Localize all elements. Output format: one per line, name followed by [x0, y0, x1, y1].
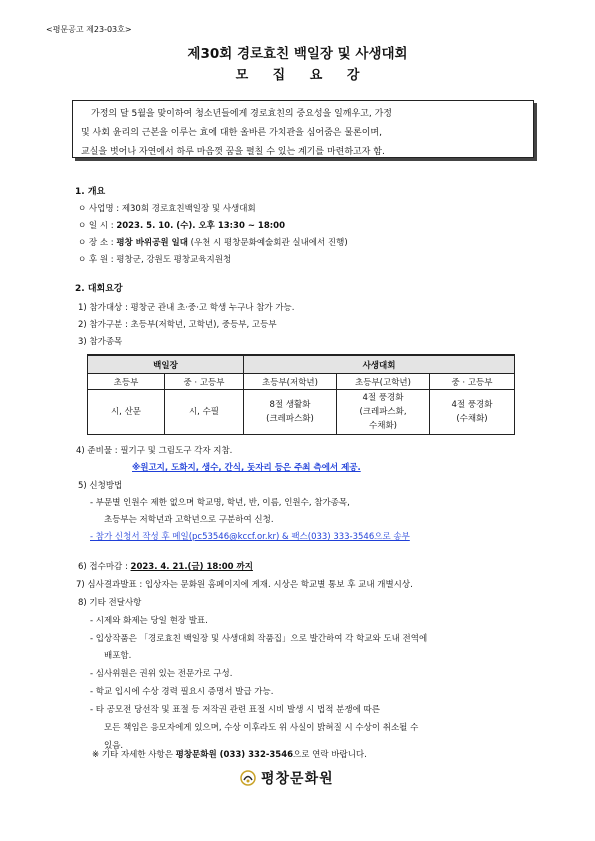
- contact-bold: 평창문화원 (033) 332-3546: [175, 750, 294, 760]
- contact-info: [92, 748, 367, 760]
- apply-line: 초등부는 저학년과 고학년으로 구분하여 신청.: [104, 515, 274, 525]
- etc-label: 8) 기타 전달사항: [78, 598, 142, 608]
- cell-line: 8절 생활화: [269, 400, 311, 410]
- section2-heading: 2. 대회요강: [75, 284, 123, 294]
- result-announcement: 7) 심사결과발표 : 입상자는 문화원 홈페이지에 게재. 시상은 학교별 통보 후 교내 개별시상.: [76, 580, 413, 590]
- apply-link[interactable]: - 참가 신청서 작성 후 메일(pc53546@kccf.or.kr) & 팩스(033) 333-3546으로 송부: [90, 532, 410, 542]
- place-value: 평창 바위공원 일대: [116, 238, 188, 248]
- table-cell: [88, 390, 165, 435]
- sub-header: 초등부(저학년): [244, 374, 337, 390]
- event-place: [78, 236, 348, 248]
- table-cell: [244, 390, 337, 435]
- event-date: [78, 219, 285, 231]
- event-name: ㅇ 사업명 : 제30회 경로효친백일장 및 사생대회: [78, 204, 256, 214]
- sub-header: 중 · 고등부: [430, 374, 515, 390]
- division: 2) 참가구분 : 초등부(저학년, 고학년), 중등부, 고등부: [78, 320, 277, 330]
- apply-label: 5) 신청방법: [78, 481, 123, 491]
- apply-line: - 부문별 인원수 제한 없으며 학교명, 학년, 반, 이름, 인원수, 참가종목,: [90, 498, 350, 508]
- categories-table: [87, 354, 515, 435]
- intro-line: 교실을 벗어나 자연에서 하루 마음껏 꿈을 펼칠 수 있는 계기를 마련하고자 함.: [81, 147, 385, 157]
- header-drawing: 사생대회: [244, 355, 515, 374]
- etc-line: 있음.: [104, 741, 124, 751]
- table-cell: [430, 390, 515, 435]
- cell-line: 4절 풍경화: [362, 393, 404, 403]
- etc-line: - 입상작품은 「경로효친 백일장 및 사생대회 작품집」으로 발간하여 각 학교와 도내 전역에: [90, 634, 428, 644]
- header-writing: 백일장: [88, 355, 244, 374]
- footer-org-name: 평창문화원: [261, 771, 334, 787]
- cell-line: 4절 풍경화: [451, 400, 493, 410]
- event-host: ㅇ 후 원 : 평창군, 강원도 평창교육지원청: [78, 255, 232, 265]
- table-cell: [165, 390, 244, 435]
- contact-suffix: 으로 연락 바랍니다.: [293, 750, 367, 760]
- deadline-label: 6) 접수마감 :: [78, 562, 131, 572]
- cell-line: 시, 수필: [188, 407, 220, 417]
- date-value: 2023. 5. 10. (수). 오후 13:30 ~ 18:00: [116, 221, 285, 231]
- contact-prefix: ※ 기타 자세한 사항은: [92, 750, 176, 760]
- cell-line: (수채화): [456, 414, 488, 424]
- page-subtitle: 모 집 요 강: [235, 68, 370, 83]
- intro-line: 가정의 달 5월을 맞이하여 청소년들에게 경로효친의 중요성을 일깨우고, 가정: [91, 109, 392, 119]
- sub-header: 초등부: [88, 374, 165, 390]
- categories-label: 3) 참가종목: [78, 337, 123, 347]
- target: 1) 참가대상 : 평창군 관내 초·중·고 학생 누구나 참가 가능.: [78, 303, 295, 313]
- etc-line: 배포함.: [104, 651, 132, 661]
- cell-line: (크레파스화,: [359, 407, 407, 417]
- intro-line: 및 사회 윤리의 근본을 이루는 효에 대한 올바른 가치관을 심어줌은 물론이며,: [81, 128, 382, 138]
- page-title: 제30회 경로효친 백일장 및 사생대회: [187, 46, 408, 62]
- document-number: <평문공고 제23-03호>: [46, 25, 132, 34]
- intro-box: [72, 100, 534, 158]
- table-cell: [337, 390, 430, 435]
- supplies: 4) 준비물 : 필기구 및 그림도구 각자 지참.: [76, 446, 233, 456]
- etc-line: - 타 공모전 당선작 및 표절 등 저작권 관련 표절 시비 발생 시 법적 분쟁에 따른: [90, 705, 380, 715]
- cell-line: (크레파스화): [266, 414, 314, 424]
- deadline-value: 2023. 4. 21.(금) 18:00 까지: [130, 562, 253, 572]
- etc-line: 모든 책임은 응모자에게 있으며, 수상 이후라도 위 사실이 밝혀질 시 수상이 취소될 수: [104, 723, 419, 733]
- cell-line: 수채화): [369, 421, 397, 431]
- supplies-note: ※원고지, 도화지, 생수, 간식, 돗자리 등은 주최 측에서 제공.: [132, 463, 361, 473]
- footer-logo: [240, 768, 334, 788]
- cell-line: 시, 산문: [110, 407, 142, 417]
- place-note: (우천 시 평창문화예술회관 실내에서 진행): [187, 238, 348, 248]
- section1-heading: 1. 개요: [75, 187, 106, 197]
- place-label: ㅇ 장 소 :: [78, 238, 117, 248]
- sub-header: 중 · 고등부: [165, 374, 244, 390]
- etc-line: - 심사위원은 권위 있는 전문가로 구성.: [90, 669, 233, 679]
- sub-header: 초등부(고학년): [337, 374, 430, 390]
- etc-line: - 학교 입시에 수상 경력 필요시 증명서 발급 가능.: [90, 687, 274, 697]
- deadline: [78, 560, 253, 572]
- date-label: ㅇ 일 시 :: [78, 221, 117, 231]
- etc-line: - 시제와 화제는 당일 현장 발표.: [90, 616, 208, 626]
- cultural-center-emblem-icon: [240, 770, 256, 786]
